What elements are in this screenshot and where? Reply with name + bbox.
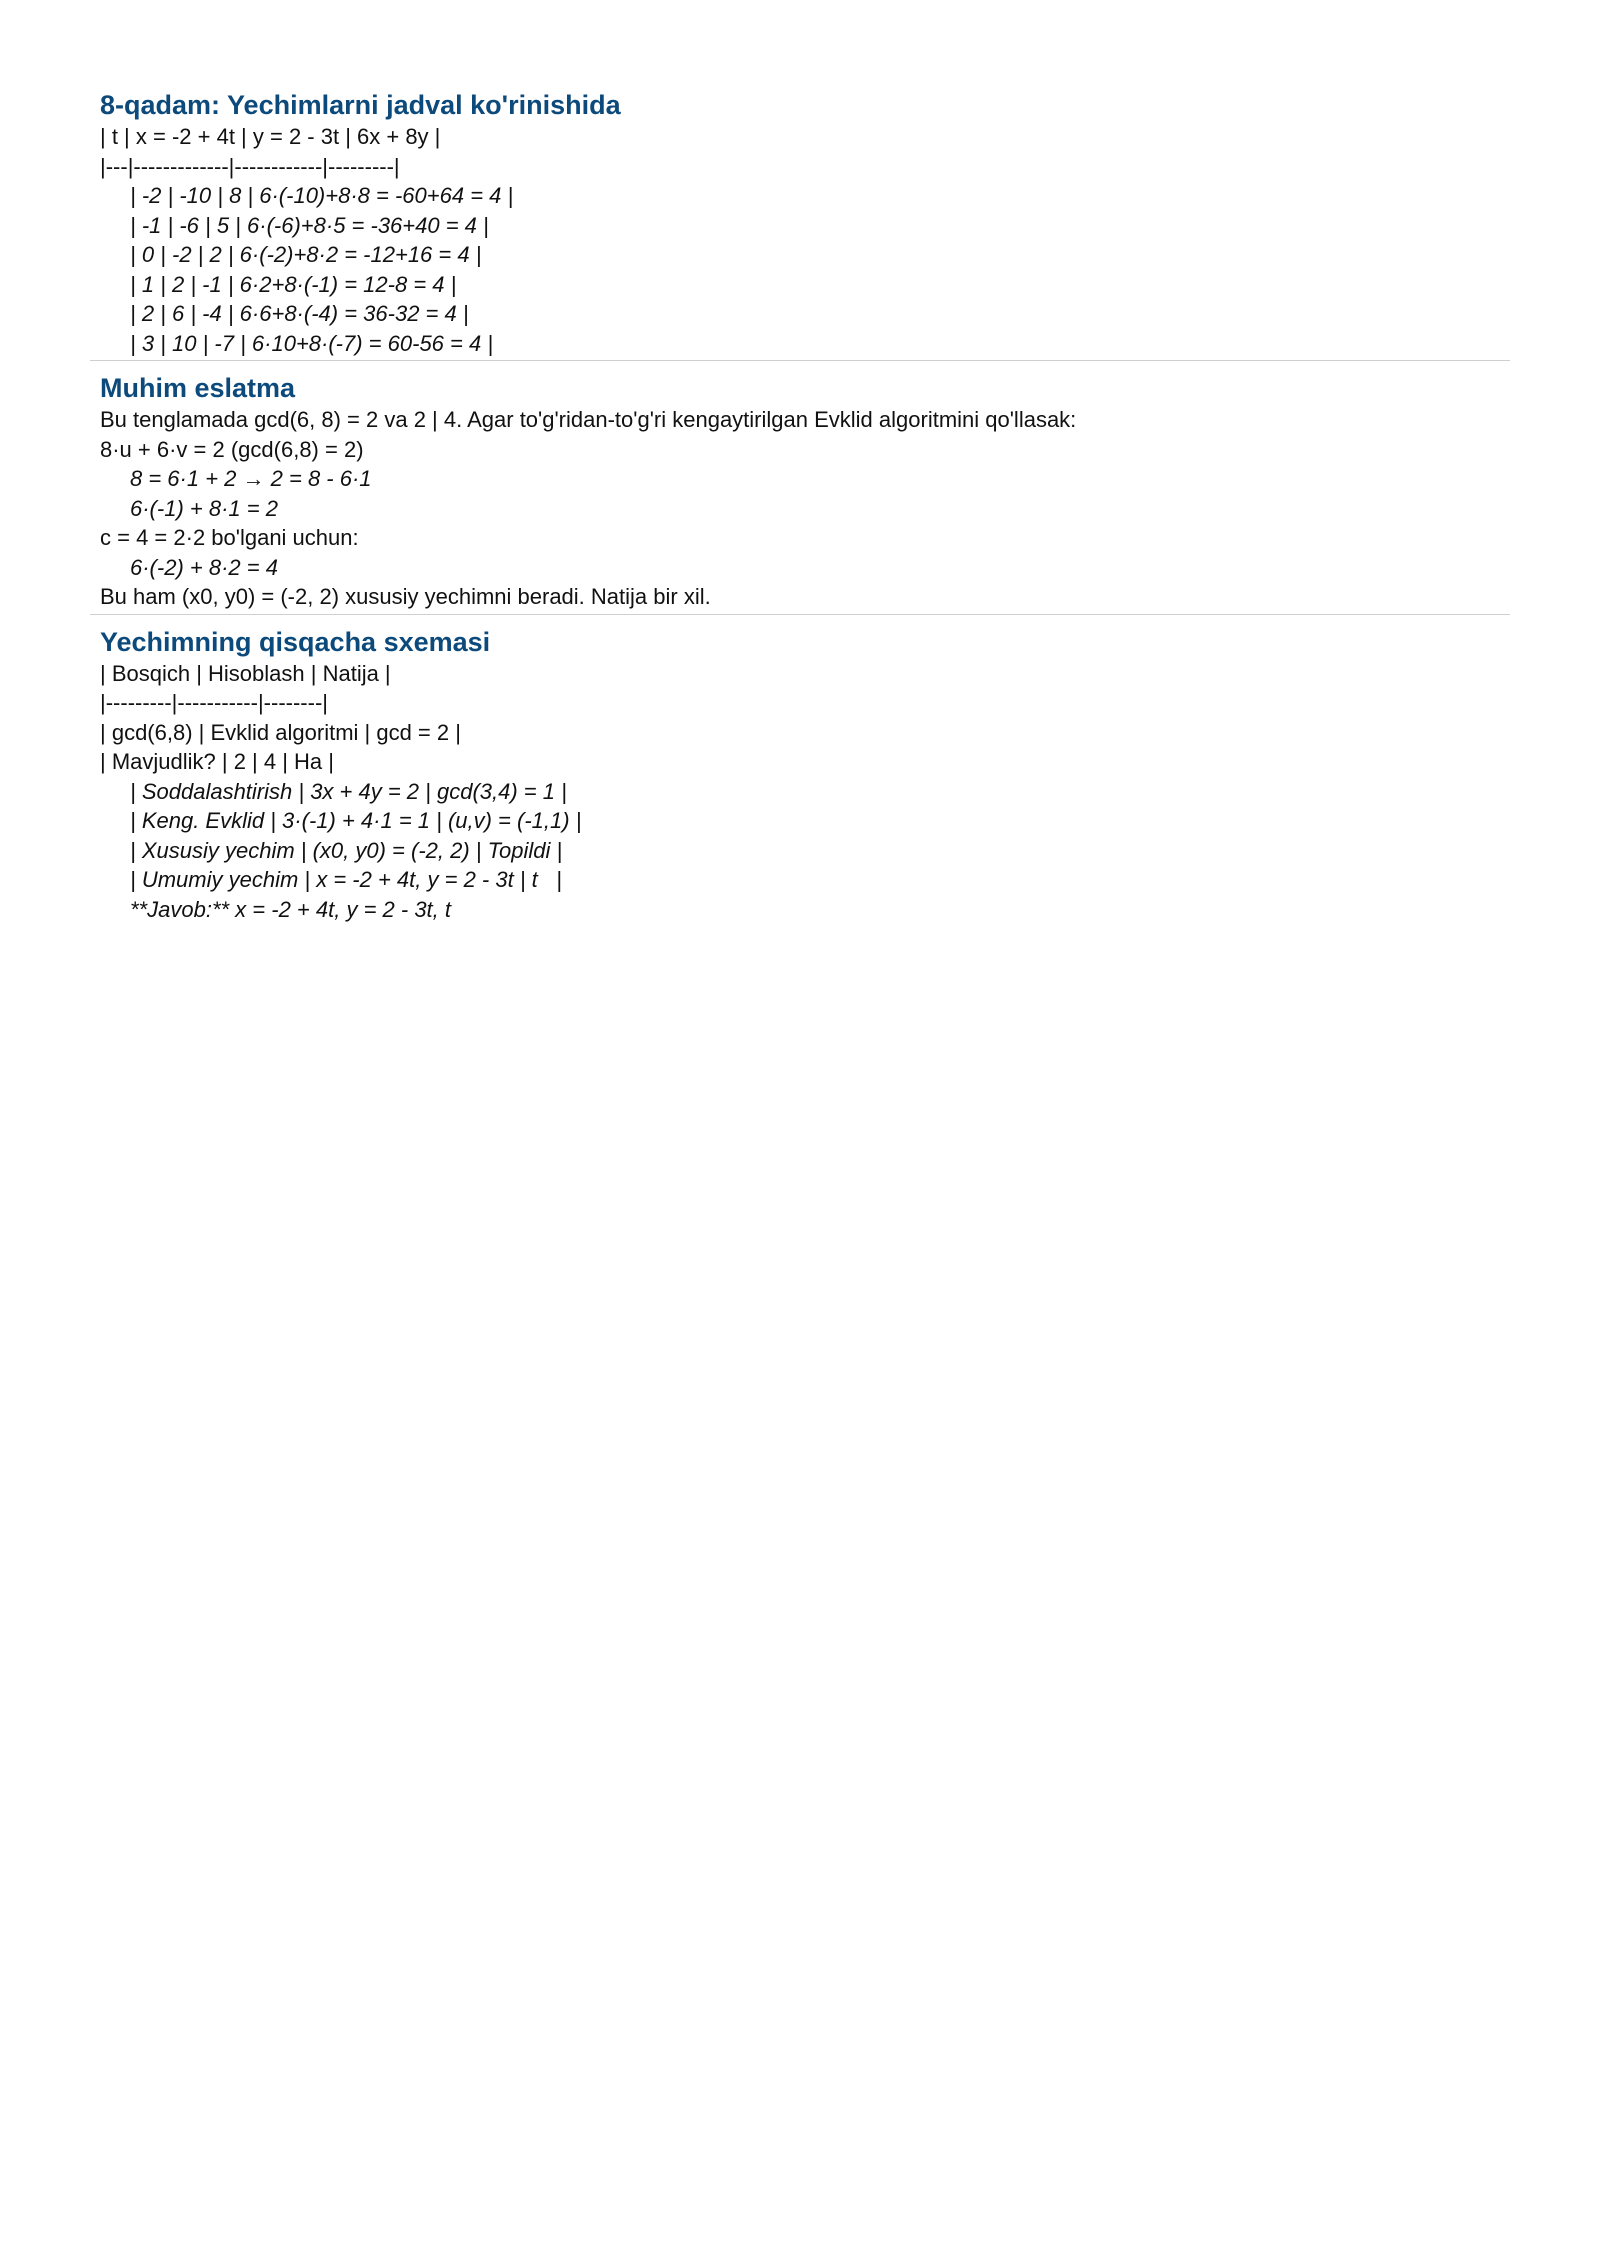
text-line: | Umumiy yechim | x = -2 + 4t, y = 2 - 3t | t | <box>130 867 562 892</box>
text-line: 8 = 6·1 + 2 → 2 = 8 - 6·1 <box>130 466 372 491</box>
text-line: | 1 | 2 | -1 | 6·2+8·(-1) = 12-8 = 4 | <box>130 271 457 297</box>
text-line: | 2 | 6 | -4 | 6·6+8·(-4) = 36-32 = 4 | <box>130 301 469 326</box>
text-line: 6·(-1) + 8·1 = 2 <box>130 495 278 521</box>
section-divider <box>90 614 1510 615</box>
document-page <box>0 0 1600 924</box>
text-line: |---------|-----------|--------| <box>100 690 328 715</box>
section-step-8 <box>90 88 1510 358</box>
section-important-note <box>90 371 1510 612</box>
text-line: | Bosqich | Hisoblash | Natija | <box>100 660 391 686</box>
text-line: 6·(-2) + 8·2 = 4 <box>130 554 278 580</box>
text-line: | 3 | 10 | -7 | 6·10+8·(-7) = 60-56 = 4 | <box>130 330 494 356</box>
text-line: | -1 | -6 | 5 | 6·(-6)+8·5 = -36+40 = 4 | <box>130 212 489 238</box>
section-heading: Muhim eslatma <box>100 373 296 403</box>
text-line: | -2 | -10 | 8 | 6·(-10)+8·8 = -60+64 = 4 | <box>130 183 514 208</box>
text-line: | Xususiy yechim | (x0, y0) = (-2, 2) | Topildi | <box>130 837 563 863</box>
text-line: Bu ham (x0, y0) = (-2, 2) xususiy yechimni beradi. Natija bir xil. <box>100 584 711 609</box>
text-line: |---|-------------|------------|---------| <box>100 153 400 179</box>
text-line: | 0 | -2 | 2 | 6·(-2)+8·2 = -12+16 = 4 | <box>130 242 482 267</box>
section-solution-scheme <box>90 625 1510 925</box>
text-line: 8·u + 6·v = 2 (gcd(6,8) = 2) <box>100 436 364 462</box>
text-line: | t | x = -2 + 4t | y = 2 - 3t | 6x + 8y | <box>100 124 441 149</box>
text-line: | Mavjudlik? | 2 | 4 | Ha | <box>100 749 334 774</box>
text-line: | Soddalashtirish | 3x + 4y = 2 | gcd(3,4) = 1 | <box>130 778 567 804</box>
text-line: c = 4 = 2·2 bo'lgani uchun: <box>100 525 359 550</box>
text-line: | Keng. Evklid | 3·(-1) + 4·1 = 1 | (u,v) = (-1,1) | <box>130 808 582 833</box>
answer-line: **Javob:** x = -2 + 4t, y = 2 - 3t, t <box>130 896 451 922</box>
section-heading: Yechimning qisqacha sxemasi <box>100 626 491 657</box>
text-line: | gcd(6,8) | Evklid algoritmi | gcd = 2 | <box>100 719 461 745</box>
section-heading: 8-qadam: Yechimlarni jadval ko'rinishida <box>100 90 621 120</box>
text-line: Bu tenglamada gcd(6, 8) = 2 va 2 | 4. Agar to'g'ridan-to'g'ri kengaytirilgan Evklid algoritmini qo'llasak: <box>100 407 1077 432</box>
section-divider <box>90 360 1510 361</box>
